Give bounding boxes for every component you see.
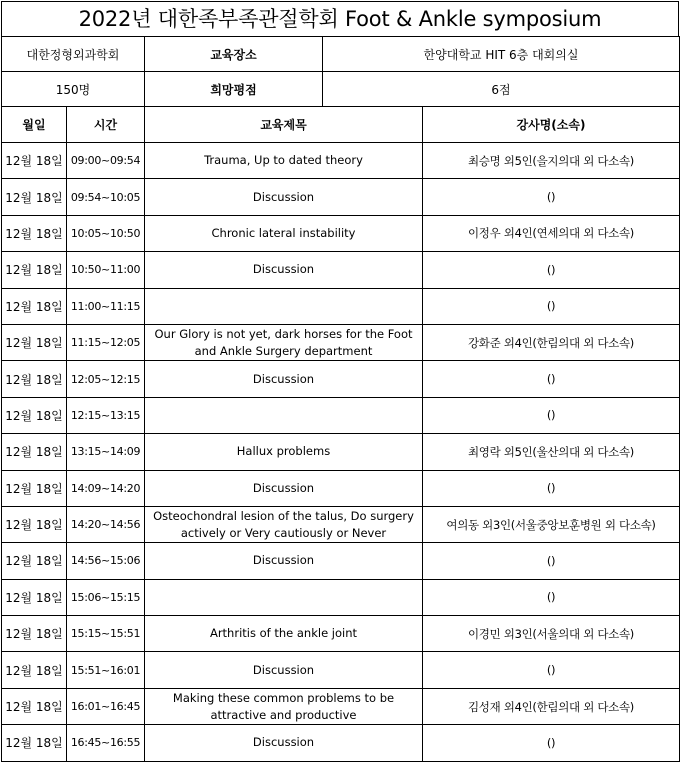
date-cell: 12월 18일 [2,506,67,542]
topic-cell: Hallux problems [145,434,423,470]
topic-cell [145,397,423,433]
topic-cell: Osteochondral lesion of the talus, Do surgery actively or Very cautiously or Never [145,506,423,542]
table-row [2,543,680,579]
lecturer-cell: () [423,288,680,324]
time-cell: 15:06~15:15 [67,579,145,615]
time-cell: 10:50~11:00 [67,252,145,288]
date-cell: 12월 18일 [2,288,67,324]
topic-cell [145,579,423,615]
time-cell: 14:20~14:56 [67,506,145,542]
date-cell: 12월 18일 [2,252,67,288]
topic-cell: Trauma, Up to dated theory [145,143,423,179]
topic-cell: Discussion [145,361,423,397]
info-row-venue [2,37,680,72]
topic-cell: Our Glory is not yet, dark horses for the Foot and Ankle Surgery department [145,324,423,360]
date-cell: 12월 18일 [2,434,67,470]
venue-value: 한양대학교 HIT 6층 대회의실 [323,37,680,72]
table-row [2,215,680,251]
date-cell: 12월 18일 [2,543,67,579]
score-label: 희망평점 [145,72,323,107]
time-cell: 11:00~11:15 [67,288,145,324]
table-row [2,434,680,470]
topic-cell [145,288,423,324]
date-cell: 12월 18일 [2,143,67,179]
lecturer-cell: 김성재 외4인(한림의대 외 다소속) [423,688,680,724]
table-row [2,616,680,652]
lecturer-cell: () [423,725,680,761]
table-row [2,361,680,397]
topic-cell: Discussion [145,470,423,506]
date-cell: 12월 18일 [2,470,67,506]
date-cell: 12월 18일 [2,324,67,360]
info-row-score [2,72,680,107]
schedule-table-body [2,37,680,762]
topic-cell: Discussion [145,725,423,761]
date-cell: 12월 18일 [2,361,67,397]
schedule-table [1,36,680,762]
topic-cell: Chronic lateral instability [145,215,423,251]
lecturer-cell: () [423,361,680,397]
topic-cell: Discussion [145,543,423,579]
score-value: 6점 [323,72,680,107]
lecturer-cell: 여의동 외3인(서울중앙보훈병원 외 다소속) [423,506,680,542]
header-time: 시간 [67,107,145,143]
date-cell: 12월 18일 [2,616,67,652]
time-cell: 16:45~16:55 [67,725,145,761]
table-row [2,688,680,724]
time-cell: 15:15~15:51 [67,616,145,652]
time-cell: 09:00~09:54 [67,143,145,179]
lecturer-cell: () [423,179,680,215]
lecturer-cell: 최승명 외5인(을지의대 외 다소속) [423,143,680,179]
time-cell: 16:01~16:45 [67,688,145,724]
organizer-cell: 대한정형외과학회 [2,37,145,72]
time-cell: 09:54~10:05 [67,179,145,215]
time-cell: 10:05~10:50 [67,215,145,251]
table-row [2,143,680,179]
page-title: 2022년 대한족부족관절학회 Foot & Ankle symposium [1,1,679,37]
date-cell: 12월 18일 [2,179,67,215]
topic-cell: Making these common problems to be attractive and productive [145,688,423,724]
header-lecturer: 강사명(소속) [423,107,680,143]
lecturer-cell: () [423,652,680,688]
table-row [2,470,680,506]
lecturer-cell: () [423,397,680,433]
time-cell: 14:56~15:06 [67,543,145,579]
table-row [2,397,680,433]
lecturer-cell: () [423,579,680,615]
topic-cell: Discussion [145,252,423,288]
lecturer-cell: () [423,252,680,288]
table-row [2,288,680,324]
table-row [2,252,680,288]
lecturer-cell: 이경민 외3인(서울의대 외 다소속) [423,616,680,652]
time-cell: 15:51~16:01 [67,652,145,688]
lecturer-cell: 이정우 외4인(연세의대 외 다소속) [423,215,680,251]
topic-cell: Arthritis of the ankle joint [145,616,423,652]
date-cell: 12월 18일 [2,688,67,724]
lecturer-cell: () [423,470,680,506]
lecturer-cell: 강화준 외4인(한림의대 외 다소속) [423,324,680,360]
time-cell: 13:15~14:09 [67,434,145,470]
lecturer-cell: () [423,543,680,579]
table-row [2,579,680,615]
header-row [2,107,680,143]
topic-cell: Discussion [145,179,423,215]
header-topic: 교육제목 [145,107,423,143]
venue-label: 교육장소 [145,37,323,72]
date-cell: 12월 18일 [2,579,67,615]
time-cell: 12:15~13:15 [67,397,145,433]
table-row [2,652,680,688]
date-cell: 12월 18일 [2,215,67,251]
time-cell: 12:05~12:15 [67,361,145,397]
time-cell: 11:15~12:05 [67,324,145,360]
table-row [2,179,680,215]
lecturer-cell: 최영락 외5인(울산의대 외 다소속) [423,434,680,470]
table-row [2,324,680,360]
table-row [2,725,680,761]
table-row [2,506,680,542]
topic-cell: Discussion [145,652,423,688]
time-cell: 14:09~14:20 [67,470,145,506]
date-cell: 12월 18일 [2,725,67,761]
date-cell: 12월 18일 [2,652,67,688]
date-cell: 12월 18일 [2,397,67,433]
capacity-cell: 150명 [2,72,145,107]
header-date: 월일 [2,107,67,143]
